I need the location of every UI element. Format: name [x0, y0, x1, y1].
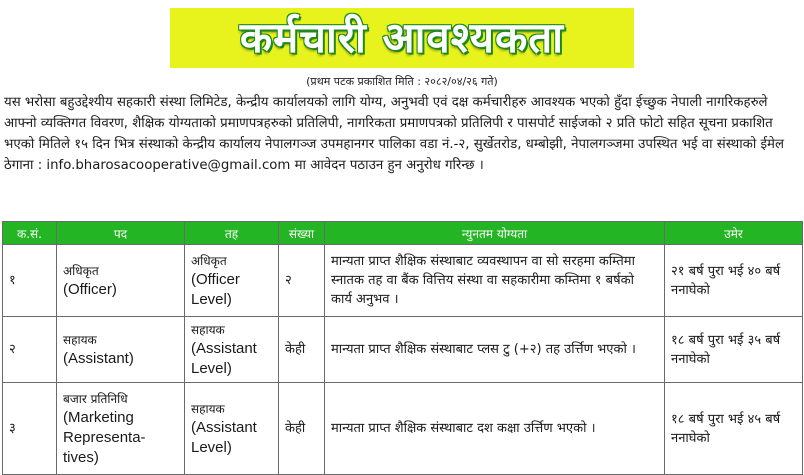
title-banner	[170, 8, 634, 68]
table-row	[3, 317, 803, 383]
row-qualification: मान्यता प्राप्त शैक्षिक संस्थाबाट दश कक्षा उर्त्तिण भएको ।	[325, 383, 665, 475]
row-qualification: मान्यता प्राप्त शैक्षिक संस्थाबाट व्यवस्थापन वा सो सरहमा कम्तिमा स्नातक तह वा बैंक वित्तिय संस्था वा सहकारीमा कम्तिमा १ बर्षको कार्य अनुभव ।	[325, 245, 665, 317]
post-nepali: अधिकृत	[63, 263, 99, 278]
row-serial: ३	[3, 383, 57, 475]
row-level	[185, 245, 279, 317]
notice-paragraph: यस भरोसा बहुउद्देश्यीय सहकारी संस्था लिमिटेड, केन्द्रीय कार्यालयको लागि योग्य, अनुभवी एवं दक्ष कर्मचारीहरु आवश्यक भएको हुँदा ईच्छुक नेपाली नागरिकहरुले आफ्नो व्यक्तिगत विवरण, शैक्षिक योग्यताको प्रमाणपत्रहरुको प्रतिलिपी, नागरिकता प्रमाणपत्रको प्रतिलिपी र पासपोर्ट साईजको २ प्रति फोटो सहित सूचना प्रकाशित भएको मितिले १५ दिन भित्र संस्थाको केन्द्रीय कार्यालय नेपालगञ्ज उपमहानगर पालिका वडा नं.-२, सुर्खेतरोड, धम्बोझी, नेपालगञ्जमा उपस्थित भई वा संस्थाको ईमेल ठेगाना : info.bharosacooperative@gmail.com मा आवेदन पठाउन हुन अनुरोध गरिन्छ ।	[4, 95, 785, 173]
post-nepali: सहायक	[63, 332, 97, 347]
row-age: २१ बर्ष पुरा भई ४० बर्ष ननाघेको	[665, 245, 803, 317]
row-level	[185, 383, 279, 475]
post-english: (Officer)	[63, 280, 117, 298]
row-qualification: मान्यता प्राप्त शैक्षिक संस्थाबाट प्लस टु (+२) तह उर्त्तिण भएको ।	[325, 317, 665, 383]
row-age: १८ बर्ष पुरा भई ४५ बर्ष ननाघेको	[665, 383, 803, 475]
row-count: केही	[279, 317, 325, 383]
row-post	[57, 317, 185, 383]
header-count: संख्या	[279, 222, 325, 245]
post-english: (Marketing Representa-tives)	[63, 408, 146, 466]
row-age: १८ बर्ष पुरा भई ३५ बर्ष ननाघेको	[665, 317, 803, 383]
table-row	[3, 383, 803, 475]
row-post	[57, 383, 185, 475]
row-count: केही	[279, 383, 325, 475]
post-nepali: बजार प्रतिनिधि	[63, 391, 128, 406]
header-level: तह	[185, 222, 279, 245]
row-level	[185, 317, 279, 383]
header-qualification: न्युनतम योग्यता	[325, 222, 665, 245]
row-serial: २	[3, 317, 57, 383]
vacancy-table	[2, 221, 803, 475]
level-english: (Assistant Level)	[191, 339, 257, 377]
row-count: २	[279, 245, 325, 317]
row-serial: १	[3, 245, 57, 317]
level-nepali: सहायक	[191, 401, 225, 416]
level-english: (Officer Level)	[191, 270, 240, 308]
level-english: (Assistant Level)	[191, 418, 257, 456]
level-nepali: अधिकृत	[191, 253, 227, 268]
table-row	[3, 245, 803, 317]
level-nepali: सहायक	[191, 322, 225, 337]
row-post	[57, 245, 185, 317]
page-title: कर्मचारी आवश्यकता	[239, 13, 565, 62]
table-header-row	[3, 222, 803, 245]
header-serial: क.सं.	[3, 222, 57, 245]
header-post: पद	[57, 222, 185, 245]
publication-date: (प्रथम पटक प्रकाशित मिति : २०८२/०४/२६ गते)	[306, 75, 498, 88]
header-age: उमेर	[665, 222, 803, 245]
post-english: (Assistant)	[63, 349, 134, 367]
